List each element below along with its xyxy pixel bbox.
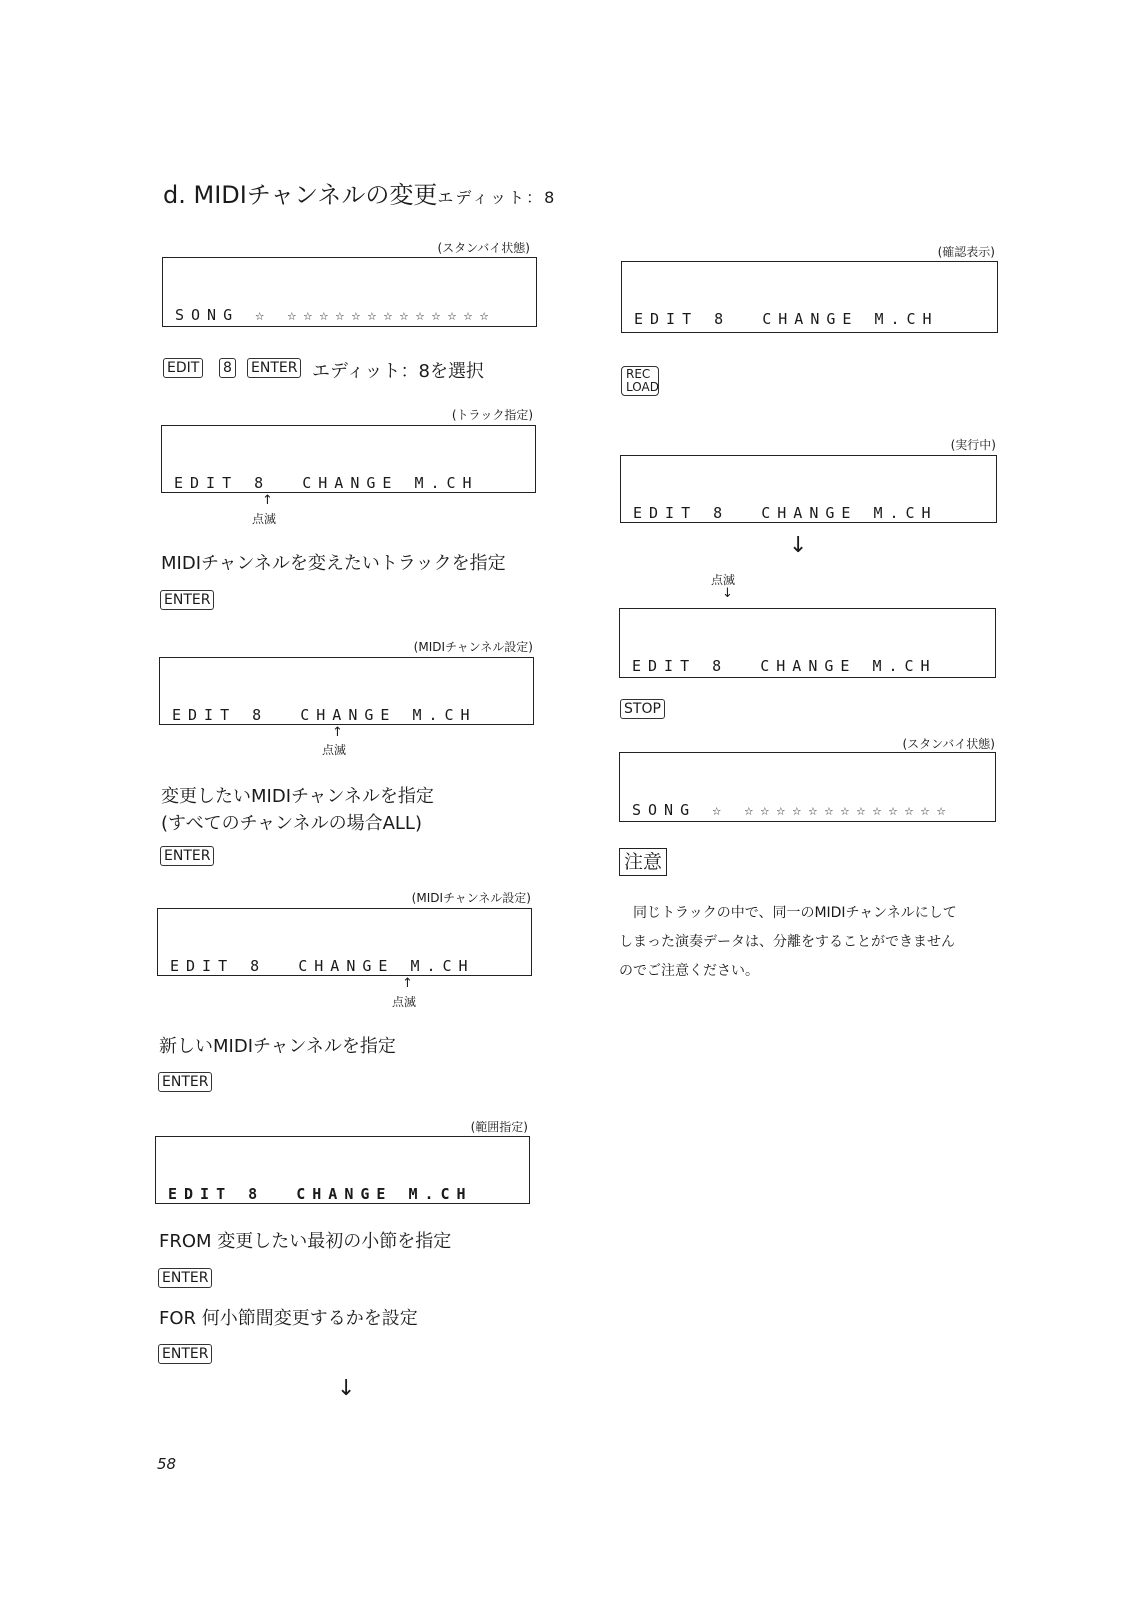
blink-label: 点滅 [322,743,347,757]
step-for-text: FOR 何小節間変更するかを設定 [159,1308,418,1329]
up-arrow-icon: ↑ [402,976,413,991]
caption-standby-right: (スタンバイ状態) [902,737,995,751]
lcd-midi-display [159,657,534,725]
title-sub: エディット：8 [437,188,557,207]
up-arrow-icon: ↑ [332,725,343,740]
page-title [163,175,556,210]
lcd-line-1: SONG ☆ ☆☆☆☆☆☆☆☆☆☆☆☆☆ [175,306,496,324]
lcd-line-1: EDIT 8 CHANGE M.CH [168,1185,473,1203]
load-label: LOAD [626,380,659,394]
caption-range: (範囲指定) [470,1120,528,1134]
step-from-text: FROM 変更したい最初の小節を指定 [159,1231,452,1252]
blink-label: 点滅 [252,512,277,526]
caution-line-2: しまった演奏データは、分離をすることができません [619,934,955,950]
enter-key: ENTER [158,1268,212,1288]
down-arrow-icon: ↓ [789,533,808,558]
enter-key: ENTER [158,1344,212,1364]
lcd-standby-right-display [619,752,996,822]
stop-key: STOP [620,699,665,719]
lcd-line-1: EDIT 8 CHANGE M.CH [170,957,475,975]
enter-key: ENTER [160,846,214,866]
down-arrow-small-icon: ↓ [722,586,733,601]
lcd-line-1: EDIT 8 CHANGE M.CH [172,706,477,724]
enter-key: ENTER [247,358,301,378]
key-8: 8 [219,358,236,378]
up-arrow-icon: ↑ [262,493,273,508]
title-main: d. MIDIチャンネルの変更 [163,181,438,209]
caption-running: (実行中) [950,438,996,452]
edit-key: EDIT [163,358,203,378]
enter-key: ENTER [160,590,214,610]
enter-key: ENTER [158,1072,212,1092]
blink-label: 点滅 [711,573,736,587]
caution-label: 注意 [619,848,667,876]
caption-confirm: (確認表示) [937,245,995,259]
lcd-standby-display [162,257,537,327]
step-select-edit8: エディット：8を選択 [312,361,485,382]
caption-midi-setting: (MIDIチャンネル設定) [413,640,533,654]
rec-label: REC [626,367,651,381]
lcd-line-1: EDIT 8 CHANGE M.CH [174,474,479,492]
lcd-trk-display [619,608,996,678]
caption-track: (トラック指定) [451,408,533,422]
caption-midi-setting-2: (MIDIチャンネル設定) [411,891,531,905]
step-new-midi-text: 新しいMIDIチャンネルを指定 [159,1036,396,1057]
rec-load-key [621,366,659,396]
step-midi-text-2: (すべてのチャンネルの場合ALL) [161,813,422,834]
lcd-track-display [161,425,536,493]
caution-note [619,899,1009,986]
lcd-midi-new-display [157,908,532,976]
lcd-line-1: EDIT 8 CHANGE M.CH [633,504,938,522]
lcd-line-1: SONG ☆ ☆☆☆☆☆☆☆☆☆☆☆☆☆ [632,801,953,819]
caption-standby: (スタンバイ状態) [437,241,530,255]
lcd-line-1: EDIT 8 CHANGE M.CH [632,657,937,675]
lcd-confirm-display [621,261,998,333]
caution-line-3: のでご注意ください。 [619,963,759,979]
down-arrow-icon: ↓ [337,1376,356,1401]
step-midi-text-1: 変更したいMIDIチャンネルを指定 [161,786,434,807]
step-track-text: MIDIチャンネルを変えたいトラックを指定 [161,553,506,574]
lcd-line-1: EDIT 8 CHANGE M.CH [634,310,939,328]
lcd-running-display [620,455,997,523]
blink-label: 点滅 [392,995,417,1009]
page-number: 58 [157,1455,177,1473]
lcd-range-display [155,1136,530,1204]
caution-line-1: 同じトラックの中で、同一のMIDIチャンネルにして [633,905,957,921]
